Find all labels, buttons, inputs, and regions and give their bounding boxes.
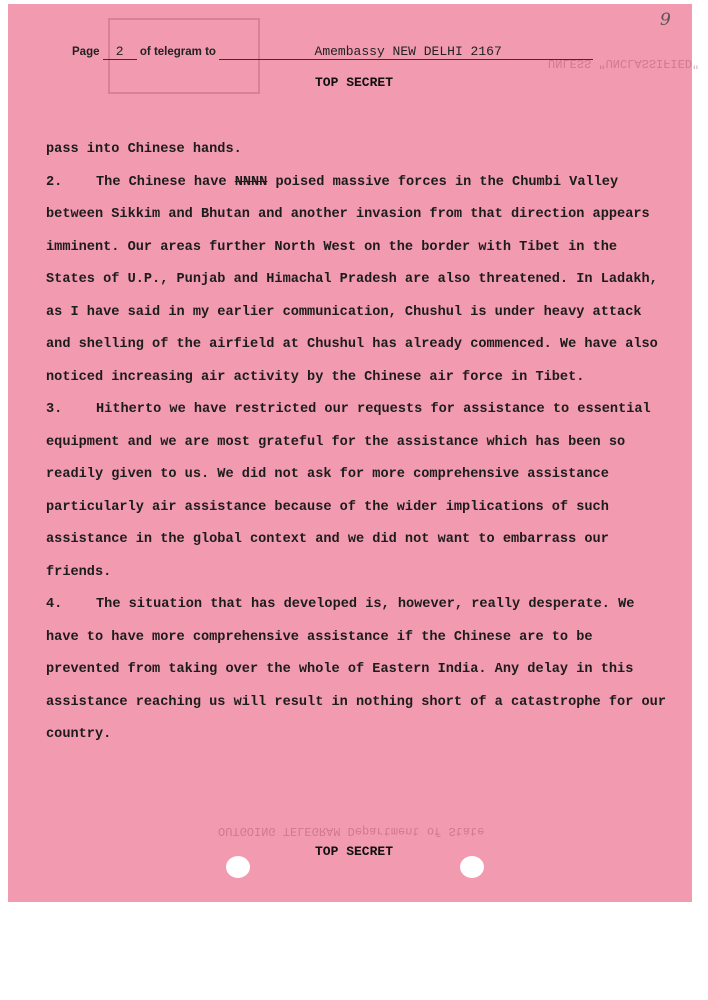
paragraph-text: poised massive forces in the Chumbi Valley between Sikkim and Bhutan and another invasion from that direction appears imminent. Our areas further North West on the border with Tibet in the States of U.P., Punjab and Himachal Pradesh are also threatened. In Ladakh, as I have said in my earlier communication, Chushul is under heavy attack and shelling of the airfield at Chushul has already commenced. We have also noticed increasing air activity by the Chinese air force in Tibet.: [46, 174, 658, 385]
punch-hole: [460, 856, 484, 878]
paragraph-continuation: pass into Chinese hands.: [46, 142, 242, 157]
bleed-through-text: UNLESS "UNCLASSIFIED": [548, 56, 700, 70]
punch-hole: [226, 856, 250, 878]
paragraph-4: [46, 589, 666, 752]
telegram-destination: Amembassy NEW DELHI 2167: [219, 44, 593, 60]
struck-out-text: NNNN: [234, 174, 268, 190]
paragraph-text: The situation that has developed is, however, really desperate. We have to have more comprehensive assistance if the Chinese are to be prevented from taking over the whole of Eastern India. Any delay in this assistance reaching us will result in nothing short of a catastrophe for our country.: [46, 597, 666, 742]
telegram-body: [46, 134, 666, 752]
paragraph-text: The Chinese have: [96, 174, 235, 190]
page-number: 2: [103, 44, 137, 60]
bleed-through-text: OUTGOING TELEGRAM Department of State: [218, 824, 485, 838]
paragraph-number: 3.: [46, 402, 63, 417]
page-label: Page: [72, 46, 100, 58]
page-annotation-number: 9: [660, 10, 671, 30]
paragraph-text: Hitherto we have restricted our requests for assistance to essential equipment and we are most grateful for the assistance which has been so readily given to us. We did not ask for more comprehensive assistance particularly air assistance because of the wider implications of such assistance in the global context and we did not want to embarrass our friends.: [46, 402, 651, 580]
classification-top: TOP SECRET: [314, 75, 393, 90]
paragraph-3: [46, 394, 666, 589]
paragraph-number: 4.: [46, 597, 63, 612]
of-telegram-label: of telegram to: [139, 46, 216, 58]
telegram-header: [72, 44, 593, 60]
classification-bottom: TOP SECRET: [314, 844, 393, 859]
paragraph-number: 2.: [46, 174, 63, 190]
paragraph-2: [46, 167, 666, 395]
